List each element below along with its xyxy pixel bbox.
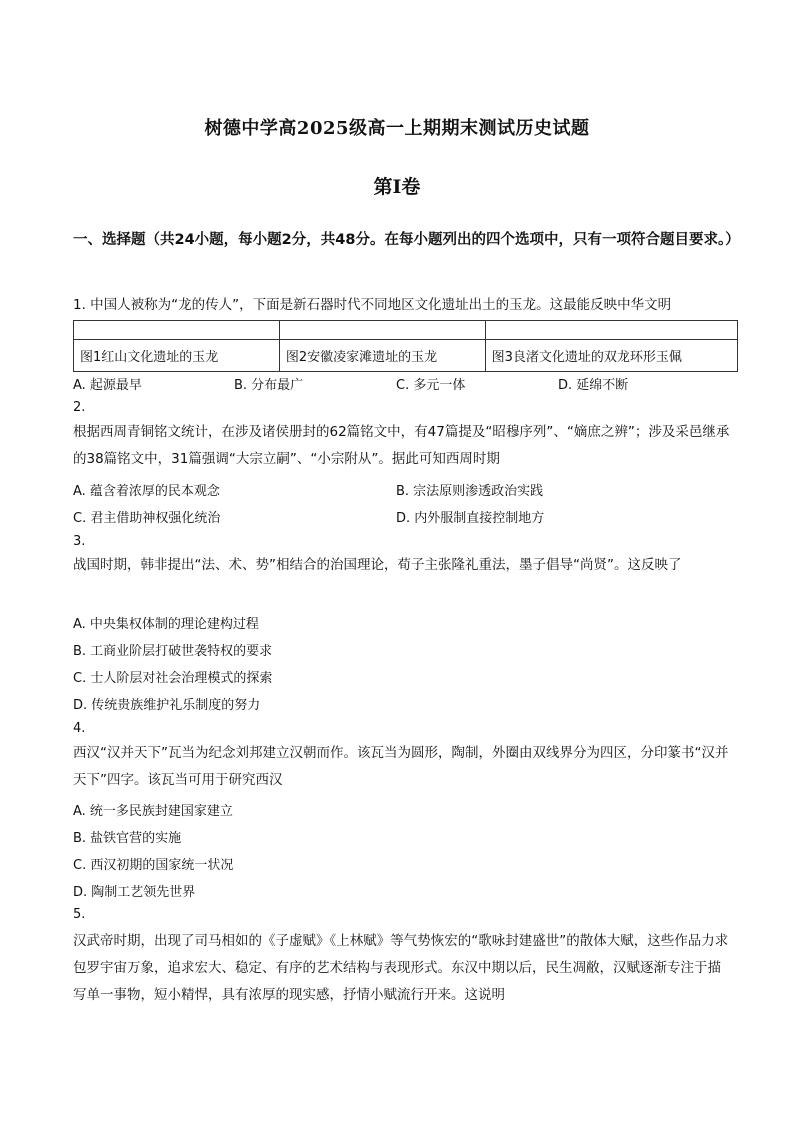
- question-3-option-a: A. 中央集权体制的理论建构过程: [73, 617, 259, 632]
- figure-3-caption: 图3良渚文化遗址的双龙环形玉佩: [485, 340, 737, 372]
- question-4-option-d: D. 陶制工艺领先世界: [73, 885, 196, 900]
- section-heading: 一、选择题（共24小题，每小题2分，共48分。在每小题列出的四个选项中，只有一项符合题目要求。）: [73, 232, 740, 248]
- question-1-option-a: A. 起源最早: [73, 378, 142, 393]
- question-2-stem: 根据西周青铜铭文统计，在涉及诸侯册封的62篇铭文中，有47篇提及“昭穆序列”、“嫡庶之辨”；涉及采邑继承的38篇铭文中，31篇强调“大宗立嗣”、“小宗附从”。据此可知西周时期: [73, 424, 730, 467]
- question-2-option-b: B. 宗法原则渗透政治实践: [396, 484, 544, 499]
- question-4-option-a: A. 统一多民族封建国家建立: [73, 804, 233, 819]
- question-4-stem: 西汉“汉并天下”瓦当为纪念刘邦建立汉朝而作。该瓦当为圆形，陶制，外圈由双线界分为四区，分印篆书“汉并天下”四字。该瓦当可用于研究西汉: [73, 745, 729, 788]
- question-5-stem: 汉武帝时期，出现了司马相如的《子虚赋》《上林赋》等气势恢宏的“歌咏封建盛世”的散体大赋，这些作品力求包罗宇宙万象，追求宏大、稳定、有序的艺术结构与表现形式。东汉中期以后，民生凋敝，汉赋逐渐专注于描写单一事物，短小精悍，具有浓厚的现实感，抒情小赋流行开来。这说明: [73, 933, 729, 1003]
- question-1-option-b: B. 分布最广: [234, 378, 304, 393]
- question-1-option-d: D. 延绵不断: [558, 378, 629, 393]
- question-1-option-c: C. 多元一体: [396, 378, 466, 393]
- question-4-number: 4.: [73, 721, 86, 736]
- figure-1-caption: 图1红山文化遗址的玉龙: [74, 340, 280, 372]
- figure-2-caption: 图2安徽凌家滩遗址的玉龙: [279, 340, 485, 372]
- question-2-number: 2.: [73, 400, 86, 415]
- question-3-option-b: B. 工商业阶层打破世袭特权的要求: [73, 644, 273, 659]
- question-3-number: 3.: [73, 534, 86, 549]
- question-3-option-d: D. 传统贵族维护礼乐制度的努力: [73, 698, 261, 713]
- figure-2-image-cell: [279, 321, 485, 340]
- figure-1-image-cell: [74, 321, 280, 340]
- volume-heading: 第Ⅰ卷: [373, 176, 421, 198]
- question-1-figure-table: [73, 320, 738, 372]
- question-1-stem: 1. 中国人被称为“龙的传人”，下面是新石器时代不同地区文化遗址出土的玉龙。这最能反映中华文明: [73, 297, 672, 313]
- question-4-option-c: C. 西汉初期的国家统一状况: [73, 858, 234, 873]
- question-2-option-c: C. 君主借助神权强化统治: [73, 511, 221, 526]
- exam-title: 树德中学高2025级高一上期期末测试历史试题: [204, 118, 590, 139]
- question-4-option-b: B. 盐铁官营的实施: [73, 831, 182, 846]
- figure-3-image-cell: [485, 321, 737, 340]
- question-2-option-d: D. 内外服制直接控制地方: [396, 511, 545, 526]
- question-3-option-c: C. 士人阶层对社会治理模式的探索: [73, 671, 273, 686]
- question-3-stem: 战国时期，韩非提出“法、术、势”相结合的治国理论，荀子主张隆礼重法，墨子倡导“尚贤”。这反映了: [73, 557, 682, 573]
- question-2-option-a: A. 蕴含着浓厚的民本观念: [73, 484, 220, 499]
- question-5-number: 5.: [73, 907, 86, 922]
